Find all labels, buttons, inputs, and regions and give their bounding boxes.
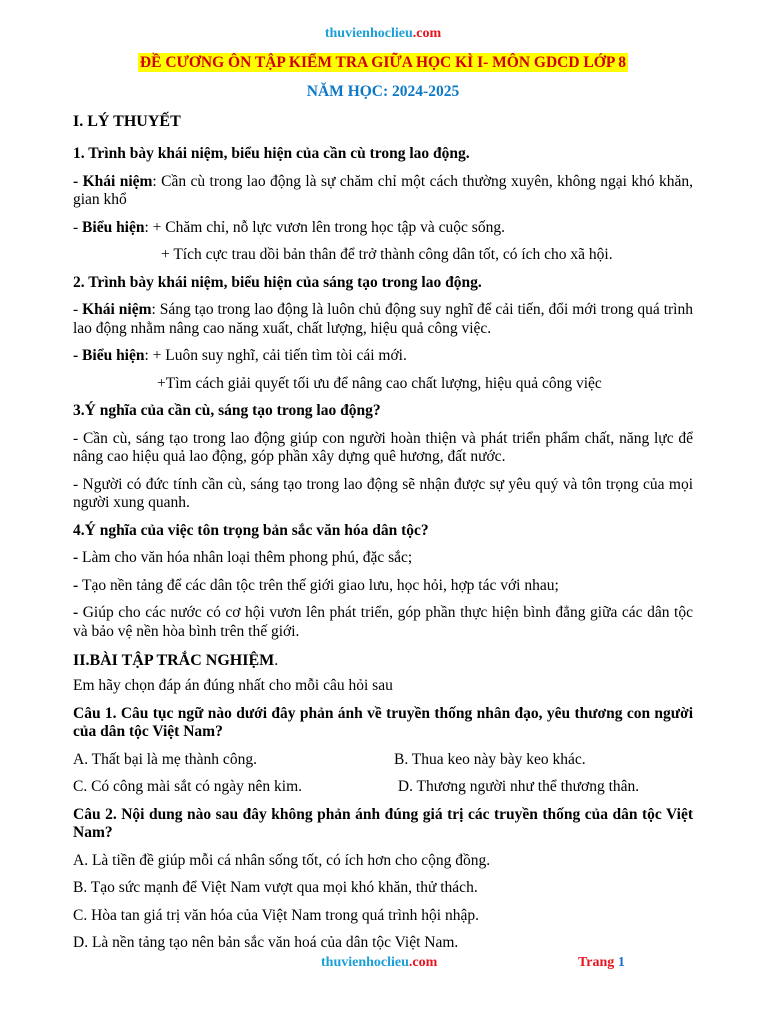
quiz-instruction: Em hãy chọn đáp án đúng nhất cho mỗi câu hỏi sau bbox=[73, 677, 393, 694]
theory-q4-paragraph-3 bbox=[73, 604, 693, 641]
concept-text: : Cần cù trong lao động là sự chăm chỉ một cách thường xuyên, không ngại khó khăn, gian khổ bbox=[73, 172, 693, 208]
theory-q3-paragraph-1: - Cần cù, sáng tạo trong lao động giúp con người hoàn thiện và phát triển phẩm chất, năng lực để nâng cao hiệu quả lao động, góp phần xây dựng quê hương, đất nước. bbox=[73, 429, 693, 465]
theory-q4-paragraph-2 bbox=[73, 577, 693, 596]
quiz-question-2: Câu 2. Nội dung nào sau đây không phản ánh đúng giá trị các truyền thống của dân tộc Việt Nam? bbox=[73, 805, 693, 841]
school-year: NĂM HỌC: 2024-2025 bbox=[306, 83, 460, 100]
dash: - bbox=[73, 172, 83, 190]
quiz-q2-option-d[interactable]: D. Là nền tảng tạo nên bản sắc văn hoá của dân tộc Việt Nam. bbox=[73, 934, 459, 951]
quiz-q1-option-a[interactable]: A. Thất bại là mẹ thành công. bbox=[73, 750, 257, 768]
theory-q3-paragraph-2: - Người có đức tính cần cù, sáng tạo trong lao động sẽ nhận được sự yêu quý và tôn trọng của mọi người xung quanh. bbox=[73, 475, 693, 511]
dash: - bbox=[73, 347, 83, 364]
expression-text: : + Luôn suy nghĩ, cải tiến tìm tòi cái mới. bbox=[144, 347, 407, 364]
quiz-q1-options-row-1 bbox=[73, 751, 693, 770]
document-title-line bbox=[73, 48, 693, 78]
concept-label: Khái niệm bbox=[82, 301, 152, 318]
heading-period: . bbox=[274, 652, 279, 669]
paragraph-text: Tạo nền tảng để các dân tộc trên thế giới giao lưu, học hỏi, hợp tác với nhau; bbox=[82, 576, 559, 594]
theory-q2-concept bbox=[73, 301, 693, 338]
quiz-q2-option-c[interactable]: C. Hòa tan giá trị văn hóa của Việt Nam trong quá trình hội nhập. bbox=[73, 906, 479, 924]
theory-q2-expression-2: +Tìm cách giải quyết tối ưu để nâng cao chất lượng, hiệu quả công việc bbox=[157, 374, 602, 392]
quiz-q1-option-c[interactable]: C. Có công mài sắt có ngày nên kim. bbox=[73, 778, 303, 795]
dash: - bbox=[73, 301, 83, 318]
page-label: Trang bbox=[578, 955, 618, 970]
dash: - bbox=[73, 604, 83, 621]
section-theory-heading: I. LÝ THUYẾT bbox=[73, 113, 181, 130]
quiz-q1-options-row-2 bbox=[73, 778, 693, 797]
expression-label: Biểu hiện bbox=[82, 347, 145, 364]
site-header[interactable] bbox=[73, 20, 693, 48]
document-content bbox=[73, 20, 693, 953]
theory-q3-title: 3.Ý nghĩa của cần cù, sáng tạo trong lao động? bbox=[73, 402, 381, 419]
footer-site[interactable] bbox=[321, 955, 437, 971]
quiz-q2-option-a[interactable]: A. Là tiền đề giúp mỗi cá nhân sống tốt, có ích hơn cho cộng đồng. bbox=[73, 851, 491, 869]
site-name: thuvienhoclieu bbox=[324, 26, 413, 41]
dash: - bbox=[73, 576, 83, 594]
quiz-question-1: Câu 1. Câu tục ngữ nào dưới đây phản ánh về truyền thống nhân đạo, yêu thương con người của dân tộc Việt Nam? bbox=[73, 704, 693, 740]
dash: - bbox=[73, 218, 83, 236]
site-domain: .com bbox=[412, 26, 442, 41]
theory-q1-expression bbox=[73, 219, 693, 238]
dash: - bbox=[73, 549, 83, 566]
theory-q1-concept bbox=[73, 173, 693, 210]
page-number-label bbox=[578, 955, 625, 971]
paragraph-text: Làm cho văn hóa nhân loại thêm phong phú, đặc sắc; bbox=[82, 549, 413, 566]
quiz-q2-option-b[interactable]: B. Tạo sức mạnh để Việt Nam vượt qua mọi khó khăn, thử thách. bbox=[73, 879, 478, 896]
page-number: 1 bbox=[617, 955, 625, 970]
footer-site-name: thuvienhoclieu bbox=[321, 955, 409, 970]
expression-text: : + Chăm chỉ, nỗ lực vươn lên trong học tập và cuộc sống. bbox=[144, 218, 505, 236]
section-quiz-heading-text: II.BÀI TẬP TRẮC NGHIỆM bbox=[73, 652, 275, 669]
theory-q4-paragraph-1 bbox=[73, 549, 693, 568]
footer-site-domain: .com bbox=[408, 955, 438, 970]
expression-label: Biểu hiện bbox=[82, 218, 145, 236]
theory-q1-title: 1. Trình bày khái niệm, biểu hiện của cần cù trong lao động. bbox=[73, 145, 470, 162]
page-footer bbox=[0, 955, 768, 975]
theory-q4-title: 4.Ý nghĩa của việc tôn trọng bản sắc văn hóa dân tộc? bbox=[73, 521, 429, 539]
quiz-q1-option-b[interactable]: B. Thua keo này bày keo khác. bbox=[394, 750, 586, 768]
section-quiz-heading bbox=[73, 647, 693, 675]
document-title: ĐỀ CƯƠNG ÔN TẬP KIỂM TRA GIỮA HỌC KÌ I- MÔN GDCD LỚP 8 bbox=[139, 54, 627, 71]
concept-text: : Sáng tạo trong lao động là luôn chủ động suy nghĩ để cải tiến, đổi mới trong quá trình lao động nhằm nâng cao năng xuất, chất lượng, hiệu quả công việc. bbox=[73, 301, 693, 337]
theory-q1-expression-2: + Tích cực trau dồi bản thân để trở thành công dân tốt, có ích cho xã hội. bbox=[161, 246, 613, 263]
concept-label: Khái niệm bbox=[82, 172, 153, 190]
theory-q2-expression bbox=[73, 347, 693, 366]
quiz-q1-option-d[interactable]: D. Thương người như thể thương thân. bbox=[394, 778, 640, 795]
paragraph-text: Giúp cho các nước có cơ hội vươn lên phát triển, góp phần thực hiện bình đẳng giữa các dân tộc và bảo vệ nền hòa bình trên thế giới. bbox=[73, 604, 693, 640]
theory-q2-title: 2. Trình bày khái niệm, biểu hiện của sáng tạo trong lao động. bbox=[73, 273, 482, 291]
